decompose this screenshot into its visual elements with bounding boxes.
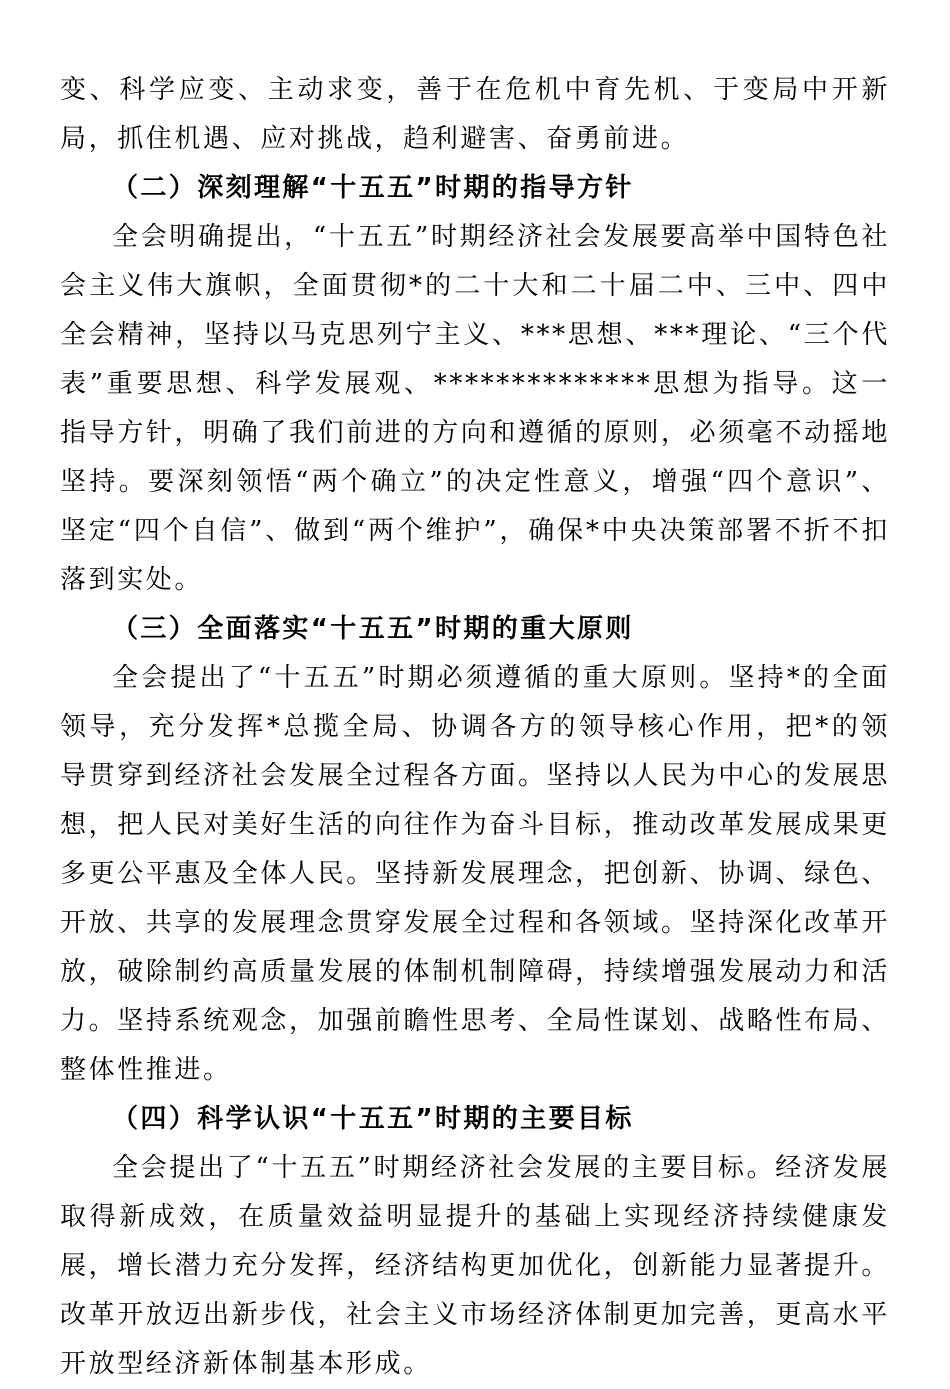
continuation-paragraph: 变、科学应变、主动求变，善于在危机中育先机、于变局中开新局，抓住机遇、应对挑战，趋利避害、奋勇前进。	[60, 75, 890, 154]
section-heading-4: （四）科学认识“十五五”时期的主要目标	[112, 1104, 634, 1134]
section-body-2: 全会明确提出，“十五五”时期经济社会发展要高举中国特色社会主义伟大旗帜，全面贯彻*的二十大和二十届二中、三中、四中全会精神，坚持以马克思列宁主义、***思想、***理论、“三个代表”重要思想、科学发展观、**************思想为指导。这一指导方针，明确了我们前进的方向和遵循的原则，必须毫不动摇地坚持。要深刻领悟“两个确立”的决定性意义，增强“四个意识”、坚定“四个自信”、做到“两个维护”，确保*中央决策部署不折不扣落到实处。	[60, 222, 890, 595]
document-page	[60, 66, 890, 1389]
section-body-3: 全会提出了“十五五”时期必须遵循的重大原则。坚持*的全面领导，充分发挥*总揽全局、协调各方的领导核心作用，把*的领导贯穿到经济社会发展全过程各方面。坚持以人民为中心的发展思想，把人民对美好生活的向往作为奋斗目标，推动改革发展成果更多更公平惠及全体人民。坚持新发展理念，把创新、协调、绿色、开放、共享的发展理念贯穿发展全过程和各领域。坚持深化改革开放，破除制约高质量发展的体制机制障碍，持续增强发展动力和活力。坚持系统观念，加强前瞻性思考、全局性谋划、战略性布局、整体性推进。	[60, 663, 890, 1085]
section-body-4: 全会提出了“十五五”时期经济社会发展的主要目标。经济发展取得新成效，在质量效益明显提升的基础上实现经济持续健康发展，增长潜力充分发挥，经济结构更加优化，创新能力显著提升。改革开放迈出新步伐，社会主义市场经济体制更加完善，更高水平开放型经济新体制基本形成。	[60, 1153, 890, 1379]
section-heading-2: （二）深刻理解“十五五”时期的指导方针	[112, 173, 634, 203]
section-heading-3: （三）全面落实“十五五”时期的重大原则	[112, 614, 634, 644]
